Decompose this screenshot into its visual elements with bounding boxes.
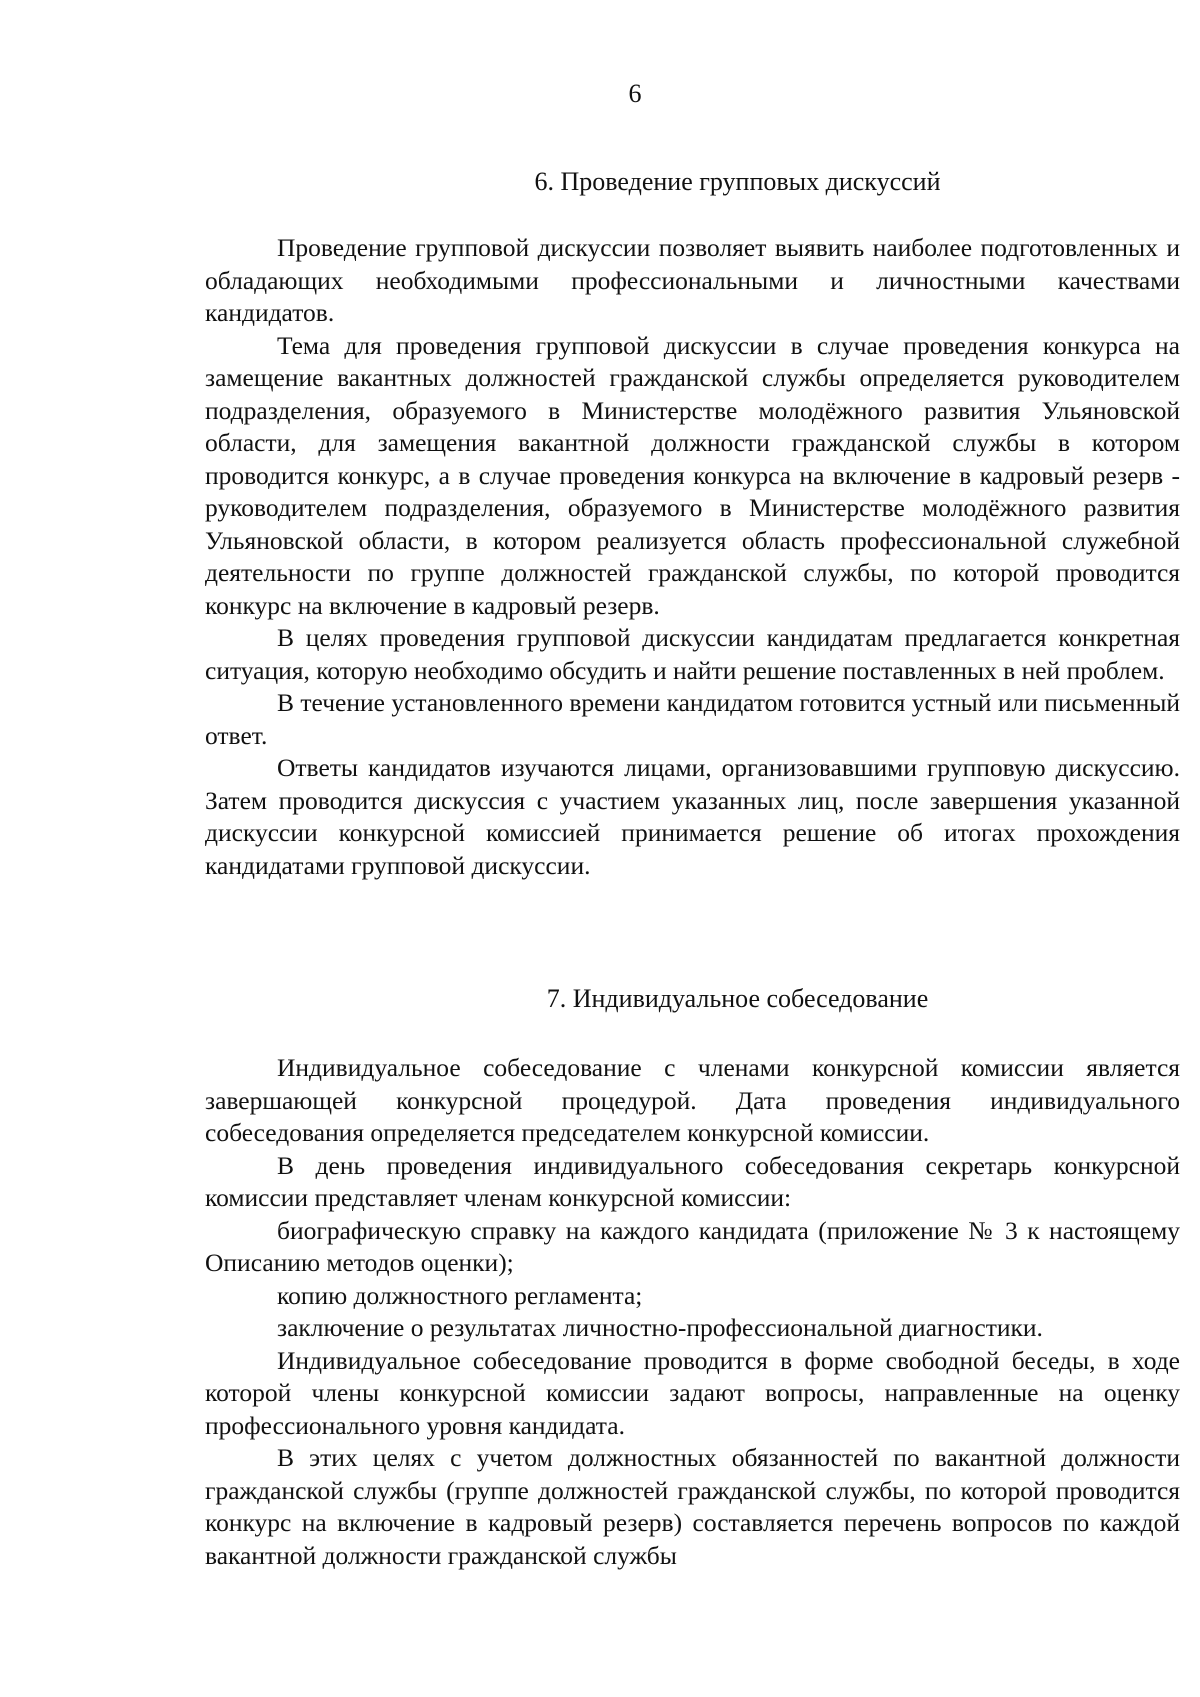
section-title: 6. Проведение групповых дискуссий <box>534 167 941 196</box>
paragraph: Проведение групповой дискуссии позволяет выявить наиболее подготовленных и обладающих необходимыми профессиональными и личностными качествами кандидатов. <box>205 233 1180 327</box>
list-item: копию должностного регламента; <box>277 1280 643 1310</box>
section-title: 7. Индивидуальное собеседование <box>546 984 929 1013</box>
paragraph: В целях проведения групповой дискуссии кандидатам предлагается конкретная ситуация, которую необходимо обсудить и найти решение поставленных в ней проблем. <box>205 623 1180 685</box>
list-item: заключение о результатах личностно-профессиональной диагностики. <box>277 1313 1043 1342</box>
section-group-discussions <box>205 166 1180 882</box>
paragraph: Тема для проведения групповой дискуссии в случае проведения конкурса на замещение вакантных должностей гражданской службы определяется руководителем подразделения, образуемого в Министерстве молодёжного развития Ульяновской области, для замещения вакантной должности гражданской службы в котором проводится конкурс, а в случае проведения конкурса на включение в кадровый резерв - руководителем подразделения, образуемого в Министерстве молодёжного развития Ульяновской области, в котором реализуется область профессиональной служебной деятельности по группе должностей гражданской службы, по которой проводится конкурс на включение в кадровый резерв. <box>205 330 1180 620</box>
paragraph: В течение установленного времени кандидатом готовится устный или письменный ответ. <box>205 688 1180 750</box>
page-number: 6 <box>628 79 642 108</box>
paragraph: В этих целях с учетом должностных обязанностей по вакантной должности гражданской службы (группе должностей гражданской службы, по которой проводится конкурс на включение в кадровый резерв) составляется перечень вопросов по каждой вакантной должности гражданской службы <box>205 1443 1180 1570</box>
paragraph: Ответы кандидатов изучаются лицами, организовавшими групповую дискуссию. Затем проводится дискуссия с участием указанных лиц, после завершения указанной дискуссии конкурсной комиссией принимается решение об итогах прохождения кандидатами групповой дискуссии. <box>205 753 1180 880</box>
paragraph: Индивидуальное собеседование с членами конкурсной комиссии является завершающей конкурсной процедурой. Дата проведения индивидуального собеседования определяется председателем конкурсной комиссии. <box>205 1053 1180 1147</box>
paragraph: Индивидуальное собеседование проводится в форме свободной беседы, в ходе которой члены конкурсной комиссии задают вопросы, направленные на оценку профессионального уровня кандидата. <box>205 1345 1180 1440</box>
list-item: биографическую справку на каждого кандидата (приложение № 3 к настоящему Описанию методов оценки); <box>205 1215 1180 1277</box>
paragraph: В день проведения индивидуального собеседования секретарь конкурсной комиссии представляет членам конкурсной комиссии: <box>205 1150 1180 1212</box>
section-individual-interview <box>205 983 1180 1572</box>
